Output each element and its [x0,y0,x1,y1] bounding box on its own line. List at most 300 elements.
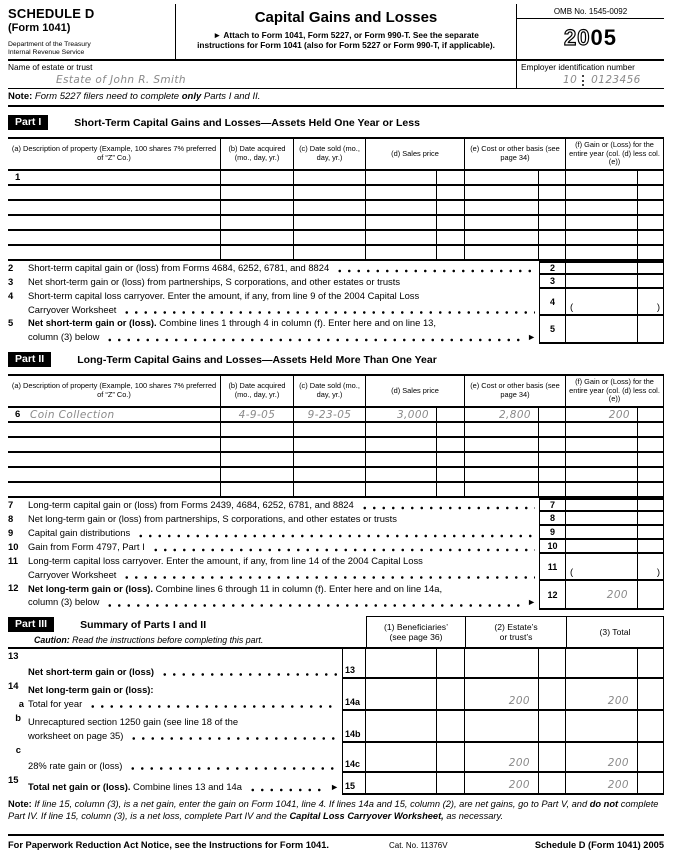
ein-separator [582,75,584,86]
line-13-estates-box[interactable] [465,649,539,679]
col-header-gain-loss: (f) Gain or (Loss) for the entire year (col. (d) less col. (e)) [566,139,664,169]
line-3-text: Net short-term gain or (loss) from partnerships, S corporations, and other estates or trusts [28,276,401,288]
sales-price-cents[interactable] [437,438,465,451]
row1-date-acquired-cell[interactable] [221,171,294,184]
cost-basis-cents[interactable] [539,423,566,436]
cents-box[interactable] [437,649,465,679]
line-8-cents-box[interactable] [638,512,664,526]
line-number: 2 [8,262,14,273]
cents-box[interactable] [539,743,566,773]
dot-leader [335,261,535,275]
line-number: 15 [8,774,19,785]
row-number: 6 [15,409,21,420]
line-12-cents-box[interactable] [638,581,664,610]
description-cell[interactable] [8,246,221,259]
sales-price-cell[interactable] [366,453,437,466]
line-number: 7 [8,499,14,510]
row1-cost-basis-cents[interactable] [539,171,566,184]
gain-loss-cell[interactable] [566,438,638,451]
gain-loss-cell[interactable] [566,231,638,244]
date-acquired-cell[interactable] [221,423,294,436]
gain-loss-cents[interactable] [638,201,664,214]
row6-sales-price-value: 3,000 [396,408,429,421]
line-14a-numbox: 14a [342,679,366,711]
row6-date-sold-cell[interactable] [294,408,366,421]
sales-price-cell[interactable] [366,246,437,259]
line-14c-text: 28% rate gain or (loss) [28,759,123,771]
table-row [8,468,664,483]
row6-date-acquired-cell[interactable] [221,408,294,421]
sales-price-cell[interactable] [366,423,437,436]
line-10-amount-box[interactable] [566,540,638,554]
line-14b-estates-box[interactable] [465,711,539,743]
sales-price-cell[interactable] [366,216,437,229]
cents-box[interactable] [638,649,664,679]
paren-open: ( [570,302,574,313]
table-row [8,231,664,246]
gain-loss-cents[interactable] [638,483,664,496]
cents-box[interactable] [437,743,465,773]
form-header [8,4,664,61]
date-sold-cell[interactable] [294,438,366,451]
col-header-cost-basis: (e) Cost or other basis (see page 34) [465,139,566,169]
line-7-cents-box[interactable] [638,498,664,512]
date-sold-cell[interactable] [294,423,366,436]
part1-title: Short-Term Capital Gains and Losses—Assets Held One Year or Less [74,116,420,129]
sales-price-cents[interactable] [437,468,465,481]
line-10-cents-box[interactable] [638,540,664,554]
table-row [8,171,664,186]
sales-price-cell[interactable] [366,483,437,496]
dot-leader [160,665,338,679]
line-14a-estates-box[interactable] [465,679,539,711]
arrow-icon: ► [330,781,339,792]
line-5-bold: Net short-term gain or (loss). [28,317,157,328]
sales-price-cents[interactable] [437,453,465,466]
cents-box[interactable] [638,679,664,711]
table-row [8,483,664,498]
line-7-text: Long-term capital gain or (loss) from Forms 2439, 4684, 6252, 6781, and 8824 [28,499,354,511]
gain-loss-cents[interactable] [638,468,664,481]
name-block [8,61,516,88]
line-15-estates-value: 200 [508,779,530,791]
line-9-text: Capital gain distributions [28,527,131,539]
description-cell[interactable] [8,231,221,244]
line-14c-beneficiaries-box[interactable] [366,743,437,773]
part2-table-header [8,374,664,408]
description-cell[interactable] [8,483,221,496]
schedule-label: SCHEDULE D [8,6,95,21]
sales-price-cents[interactable] [437,423,465,436]
cost-basis-cents[interactable] [539,186,566,199]
caution-text: Read the instructions before completing this part. [69,635,264,645]
line-2-cents-box[interactable] [638,261,664,275]
gain-loss-cents[interactable] [638,423,664,436]
gain-loss-cell[interactable] [566,483,638,496]
line-number: 14 [8,680,19,691]
line-13-numbox: 13 [342,649,366,679]
line-12-bold: Net long-term gain or (loss). [28,582,154,594]
gain-loss-cell[interactable] [566,453,638,466]
date-acquired-cell[interactable] [221,231,294,244]
line-number: 13 [8,650,19,661]
date-acquired-cell[interactable] [221,186,294,199]
arrow-icon: ► [527,331,536,342]
line-2 [8,261,664,275]
part1-table-header [8,137,664,171]
cost-basis-cell[interactable] [465,186,539,199]
date-acquired-cell[interactable] [221,453,294,466]
line-3 [8,275,664,289]
date-acquired-cell[interactable] [221,246,294,259]
tax-year [517,19,664,59]
part3-title: Summary of Parts I and II [80,618,207,631]
date-sold-cell[interactable] [294,483,366,496]
cents-box[interactable] [437,773,465,795]
gain-loss-cents[interactable] [638,216,664,229]
col-header-description: (a) Description of property (Example, 100 shares 7% preferred of “Z” Co.) [8,139,221,169]
agency-block [8,41,171,57]
row6-gain-value: 200 [608,408,630,421]
line-11-text-1: Long-term capital loss carryover. Enter the amount, if any, from line 14 of the 2004 Capital Loss [28,555,423,566]
description-cell[interactable] [8,453,221,466]
cents-box[interactable] [638,711,664,743]
line-14b-numbox: 14b [342,711,366,743]
line-5-cents-box[interactable] [638,316,664,344]
date-sold-cell[interactable] [294,468,366,481]
description-cell[interactable] [8,423,221,436]
cents-box[interactable] [539,773,566,795]
paperwork-notice: For Paperwork Reduction Act Notice, see the Instructions for Form 1041. [8,840,329,850]
note-top-text-2: Parts I and II. [201,91,261,102]
name-ein-row [8,61,664,89]
note-top [8,89,664,107]
line-4-amount-box[interactable] [566,289,638,316]
col-header-date-sold: (c) Date sold (mo., day, yr.) [294,139,366,169]
line-3-amount-box[interactable] [566,275,638,289]
line-letter: c [15,744,21,755]
name-label: Name of estate or trust [8,62,93,72]
col-header-beneficiaries: (1) Beneficiaries’ (see page 36) [366,616,465,647]
sales-price-cell[interactable] [366,231,437,244]
row1-date-sold-cell[interactable] [294,171,366,184]
paren-close: ) [656,567,660,578]
cost-basis-cents[interactable] [539,246,566,259]
table-row [8,201,664,216]
cost-basis-cents[interactable] [539,483,566,496]
line-8-numbox: 8 [539,512,566,526]
line-number: 8 [8,513,14,524]
line-15-numbox: 15 [342,773,366,795]
note-bottom-donot: do not [589,799,619,809]
line-14a-total-value: 200 [607,695,629,707]
line-4-cents-box[interactable] [638,289,664,316]
table-row [8,186,664,201]
line-14c-numbox: 14c [342,743,366,773]
row1-gain-loss-cents[interactable] [638,171,664,184]
cost-basis-cell[interactable] [465,468,539,481]
part3-title-block [8,616,366,647]
date-acquired-cell[interactable] [221,483,294,496]
row6-gain-loss-cell[interactable] [566,408,638,421]
line-13-total-box[interactable] [566,649,638,679]
table-row [8,438,664,453]
cents-box[interactable] [437,711,465,743]
cents-box[interactable] [539,649,566,679]
row6-sales-price-cell[interactable] [366,408,437,421]
line-7-numbox: 7 [539,498,566,512]
part3-caution [34,635,364,645]
paren-open: ( [570,567,574,578]
line-14c-estates-box[interactable] [465,743,539,773]
sales-price-cell[interactable] [366,438,437,451]
cost-basis-cell[interactable] [465,438,539,451]
line-3-cents-box[interactable] [638,275,664,289]
row6-sales-price-cents[interactable] [437,408,465,421]
cents-box[interactable] [539,711,566,743]
row-number: 1 [15,172,21,183]
col-header-sales-price: (d) Sales price [366,376,465,406]
table-row [8,216,664,231]
cost-basis-cell[interactable] [465,216,539,229]
cost-basis-cell[interactable] [465,453,539,466]
line-5-amount-box[interactable] [566,316,638,344]
dot-leader [136,526,535,540]
note-bottom-worksheet: Capital Loss Carryover Worksheet, [289,811,444,821]
description-cell[interactable] [8,216,221,229]
line-number: 3 [8,276,14,287]
line-15-bold: Total net gain or (loss). [28,780,131,792]
note-bottom [8,798,664,822]
col-header-date-sold: (c) Date sold (mo., day, yr.) [294,376,366,406]
sales-price-cents[interactable] [437,483,465,496]
dot-leader [129,729,338,743]
line-4-numbox: 4 [539,289,566,316]
cost-basis-cents[interactable] [539,468,566,481]
line-14c-total-value: 200 [607,757,629,769]
line-14a-text: Total for year [28,697,83,709]
sales-price-cents[interactable] [437,186,465,199]
sales-price-cents[interactable] [437,231,465,244]
line-15-text: Combine lines 13 and 14a [130,780,242,792]
cents-box[interactable] [638,743,664,773]
line-11-amount-box[interactable] [566,554,638,581]
line-number: 9 [8,527,14,538]
omb-year-block [516,4,664,59]
description-cell[interactable] [8,186,221,199]
gain-loss-cell[interactable] [566,201,638,214]
row6-date-sold-value: 9-23-05 [307,408,352,421]
line-14c [8,743,664,773]
attach-line-2: instructions for Form 1041 (also for Form 5227 or Form 990-T, if applicable). [197,40,495,50]
cost-basis-cell[interactable] [465,423,539,436]
dot-leader [105,330,523,345]
dot-leader [105,595,523,610]
cost-basis-cents[interactable] [539,201,566,214]
col-header-cost-basis: (e) Cost or other basis (see page 34) [465,376,566,406]
row6-description-cell[interactable] [8,408,221,421]
table-row [8,423,664,438]
cost-basis-cents[interactable] [539,438,566,451]
gain-loss-cell[interactable] [566,216,638,229]
row1-sales-price-cents[interactable] [437,171,465,184]
line-14b [8,711,664,743]
line-11-text-2: Carryover Worksheet [28,568,117,580]
tax-year-outline: 20 [564,25,591,50]
part1-table [8,137,664,261]
sales-price-cell[interactable] [366,186,437,199]
table-row-6 [8,408,664,423]
sales-price-cents[interactable] [437,201,465,214]
form-title-block [176,4,516,59]
arrow-icon: ► [527,597,536,607]
line-15-estates-box[interactable] [465,773,539,795]
line-12 [8,581,664,610]
line-15-total-box[interactable] [566,773,638,795]
gain-loss-cents[interactable] [638,231,664,244]
line-14b-total-box[interactable] [566,711,638,743]
line-10-text: Gain from Form 4797, Part I [28,541,145,553]
gain-loss-cents[interactable] [638,186,664,199]
col-header-date-acquired: (b) Date acquired (mo., day, yr.) [221,139,294,169]
date-acquired-cell[interactable] [221,201,294,214]
row6-cost-basis-cents[interactable] [539,408,566,421]
line-9 [8,526,664,540]
cost-basis-cell[interactable] [465,231,539,244]
omb-number: OMB No. 1545-0092 [517,4,664,19]
line-15-beneficiaries-box[interactable] [366,773,437,795]
cost-basis-cents[interactable] [539,453,566,466]
line-5-text-1: Combine lines 1 through 4 in column (f). Enter here and on line 13, [156,317,436,328]
cost-basis-cell[interactable] [465,201,539,214]
form-number: (Form 1041) [8,22,71,34]
line-2-amount-box[interactable] [566,261,638,275]
dot-leader [122,568,535,582]
attach-line-1: ► Attach to Form 1041, Form 5227, or Form 990-T. See the separate [213,30,479,40]
date-sold-cell[interactable] [294,231,366,244]
line-14a-beneficiaries-box[interactable] [366,679,437,711]
date-sold-cell[interactable] [294,186,366,199]
line-4 [8,289,664,316]
line-15-total-value: 200 [607,779,629,791]
line-14b-beneficiaries-box[interactable] [366,711,437,743]
cost-basis-cents[interactable] [539,231,566,244]
row6-cost-basis-cell[interactable] [465,408,539,421]
line-12-amount-box[interactable] [566,581,638,610]
description-cell[interactable] [8,201,221,214]
row1-cost-basis-cell[interactable] [465,171,539,184]
line-11-cents-box[interactable] [638,554,664,581]
row1-gain-loss-cell[interactable] [566,171,638,184]
gain-loss-cell[interactable] [566,246,638,259]
line-9-cents-box[interactable] [638,526,664,540]
line-5-numbox: 5 [539,316,566,344]
cost-basis-cell[interactable] [465,483,539,496]
name-field[interactable]: Estate of John R. Smith [56,74,186,86]
ein-field[interactable] [563,74,664,86]
line-11-numbox: 11 [539,554,566,581]
col-header-sales-price: (d) Sales price [366,139,465,169]
row6-gain-loss-cents[interactable] [638,408,664,421]
gain-loss-cents[interactable] [638,246,664,259]
gain-loss-cents[interactable] [638,438,664,451]
description-cell[interactable] [8,468,221,481]
cost-basis-cell[interactable] [465,246,539,259]
part1-badge: Part I [8,115,48,130]
line-number: 4 [8,290,14,301]
ein-block [516,61,664,88]
gain-loss-cents[interactable] [638,453,664,466]
line-10-numbox: 10 [539,540,566,554]
line-9-amount-box[interactable] [566,526,638,540]
part3-header [8,616,664,649]
ein-prefix: 10 [563,74,578,86]
line-13-beneficiaries-box[interactable] [366,649,437,679]
note-bottom-label: Note: [8,799,32,809]
cost-basis-cents[interactable] [539,216,566,229]
line-14a-estates-value: 200 [508,695,530,707]
line-14b-text-1: Unrecaptured section 1250 gain (see line 18 of the [28,716,239,727]
line-14c-total-box[interactable] [566,743,638,773]
gain-loss-cell[interactable] [566,423,638,436]
dot-leader [360,498,535,512]
line-2-text: Short-term capital gain or (loss) from Forms 4684, 6252, 6781, and 8824 [28,262,330,274]
caution-label: Caution: [34,635,70,645]
row1-sales-price-cell[interactable] [366,171,437,184]
catalog-number: Cat. No. 11376V [388,841,448,850]
cents-box[interactable] [437,679,465,711]
date-acquired-cell[interactable] [221,216,294,229]
dot-leader [248,780,326,795]
col-header-description: (a) Description of property (Example, 100 shares 7% preferred of “Z” Co.) [8,376,221,406]
date-acquired-cell[interactable] [221,438,294,451]
line-letter: b [15,712,21,723]
date-acquired-cell[interactable] [221,468,294,481]
sales-price-cents[interactable] [437,216,465,229]
date-sold-cell[interactable] [294,246,366,259]
gain-loss-cell[interactable] [566,186,638,199]
line-9-numbox: 9 [539,526,566,540]
note-top-text: Form 5227 filers need to complete [32,91,182,102]
line-14a-total-box[interactable] [566,679,638,711]
row6-cost-basis-value: 2,800 [498,408,531,421]
attach-instructions [182,30,510,50]
line-14b-text-2: worksheet on page 35) [28,729,124,741]
dot-leader [151,540,535,554]
line-number: 5 [8,317,14,328]
date-sold-cell[interactable] [294,453,366,466]
line-letter: a [18,697,24,709]
sales-price-cell[interactable] [366,468,437,481]
date-sold-cell[interactable] [294,201,366,214]
cents-box[interactable] [638,773,664,795]
sales-price-cell[interactable] [366,201,437,214]
row1-description-cell[interactable] [8,171,221,184]
description-cell[interactable] [8,438,221,451]
gain-loss-cell[interactable] [566,468,638,481]
part2-table [8,374,664,498]
note-top-label: Note: [8,91,33,102]
line-8-amount-box[interactable] [566,512,638,526]
date-sold-cell[interactable] [294,216,366,229]
cents-box[interactable] [539,679,566,711]
dot-leader [88,697,338,711]
part2-header [8,352,664,367]
line-14a [8,679,664,711]
sales-price-cents[interactable] [437,246,465,259]
line-7-amount-box[interactable] [566,498,638,512]
line-14-text: Net long-term gain or (loss): [28,684,154,695]
